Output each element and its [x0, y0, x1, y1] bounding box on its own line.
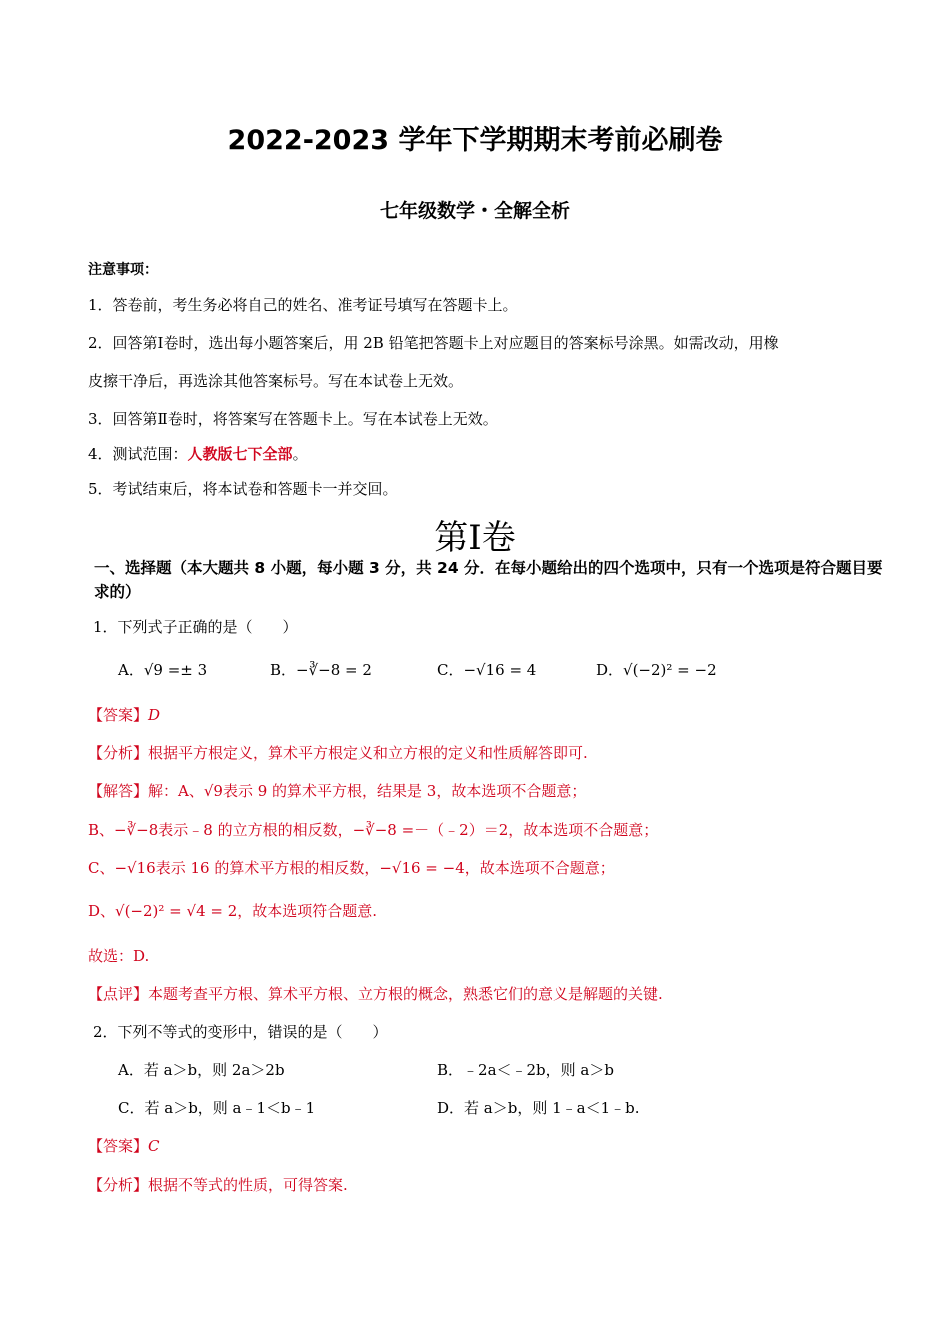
q1-answer-value: D: [148, 706, 161, 724]
q1-stem: 1．下列式子正确的是（ ）: [93, 618, 298, 636]
q2-answer-tag: 【答案】: [88, 1137, 149, 1155]
q1-solution-tag: 【解答】: [88, 782, 149, 800]
note-1: 1．答卷前，考生务必将自己的姓名、准考证号填写在答题卡上。: [88, 296, 518, 314]
q1-answer: [88, 705, 160, 725]
q2-option-a: A．若 a＞b，则 2a＞2b: [118, 1061, 285, 1079]
section-one-heading: 一、选择题（本大题共 8 小题，每小题 3 分，共 24 分．在每小题给出的四个选项中，只有一个选项是符合题目要求的）: [94, 559, 883, 601]
note-2: 2．回答第Ⅰ卷时，选出每小题答案后，用 2B 铅笔把答题卡上对应题目的答案标号涂黑。如需改动，用橡: [88, 334, 779, 352]
q1-solution-line-b: B、−∛−8表示﹣8 的立方根的相反数，−∛−8 =－（﹣2）＝2，故本选项不合题意；: [88, 821, 659, 839]
document-title: 2022-2023 学年下学期期末考前必刷卷: [227, 125, 723, 156]
document-subtitle: 七年级数学・全解全析: [379, 200, 570, 222]
q1-analysis-text: 根据平方根定义，算术平方根定义和立方根的定义和性质解答即可.: [148, 744, 588, 762]
notes-heading: 注意事项：: [88, 262, 158, 278]
q1-answer-tag: 【答案】: [88, 706, 149, 724]
q2-analysis: [88, 1175, 348, 1195]
q2-option-d: D．若 a＞b，则 1﹣a＜1﹣b.: [437, 1099, 640, 1117]
q2-answer: [88, 1136, 160, 1156]
q1-comment-tag: 【点评】: [88, 985, 149, 1003]
q1-choose: 故选：D.: [88, 947, 150, 965]
q2-answer-value: C: [148, 1137, 160, 1155]
note-5: 5．考试结束后，将本试卷和答题卡一并交回。: [88, 480, 398, 498]
q2-option-c: C．若 a＞b，则 a﹣1＜b﹣1: [118, 1099, 316, 1117]
q1-option-d: D．√(−2)² = −2: [596, 661, 717, 679]
q1-comment: [88, 984, 663, 1004]
q1-solution-line-d: D、√(−2)² = √4 = 2，故本选项符合题意.: [88, 902, 378, 920]
note-4-prefix: 4．测试范围：: [88, 445, 188, 463]
q1-solution: [88, 781, 586, 801]
q2-stem: 2．下列不等式的变形中，错误的是（ ）: [93, 1023, 388, 1041]
note-3: 3．回答第Ⅱ卷时，将答案写在答题卡上。写在本试卷上无效。: [88, 410, 498, 428]
q2-analysis-tag: 【分析】: [88, 1176, 149, 1194]
note-2-cont: 皮擦干净后，再选涂其他答案标号。写在本试卷上无效。: [88, 372, 464, 390]
q1-option-b: B．−∛−8 = 2: [270, 661, 372, 679]
note-4-range: 人教版七下全部: [187, 445, 293, 463]
q1-option-a: A．√9 =± 3: [118, 661, 208, 679]
q2-analysis-text: 根据不等式的性质，可得答案.: [148, 1176, 348, 1194]
q2-option-b: B．﹣2a＜﹣2b，则 a＞b: [437, 1061, 614, 1079]
q1-solution-line-c: C、−√16表示 16 的算术平方根的相反数，−√16 = −4，故本选项不合题意；: [88, 859, 615, 877]
q1-analysis-tag: 【分析】: [88, 744, 149, 762]
note-4: [88, 444, 308, 464]
q1-solution-line-a: 解：A、√9表示 9 的算术平方根，结果是 3，故本选项不合题意；: [148, 782, 587, 800]
note-4-suffix: 。: [292, 445, 308, 463]
q1-analysis: [88, 743, 588, 763]
q1-option-c: C．−√16 = 4: [437, 661, 537, 679]
q1-comment-text: 本题考查平方根、算术平方根、立方根的概念，熟悉它们的意义是解题的关键.: [148, 985, 663, 1003]
volume-title: 第Ⅰ卷: [434, 518, 516, 558]
